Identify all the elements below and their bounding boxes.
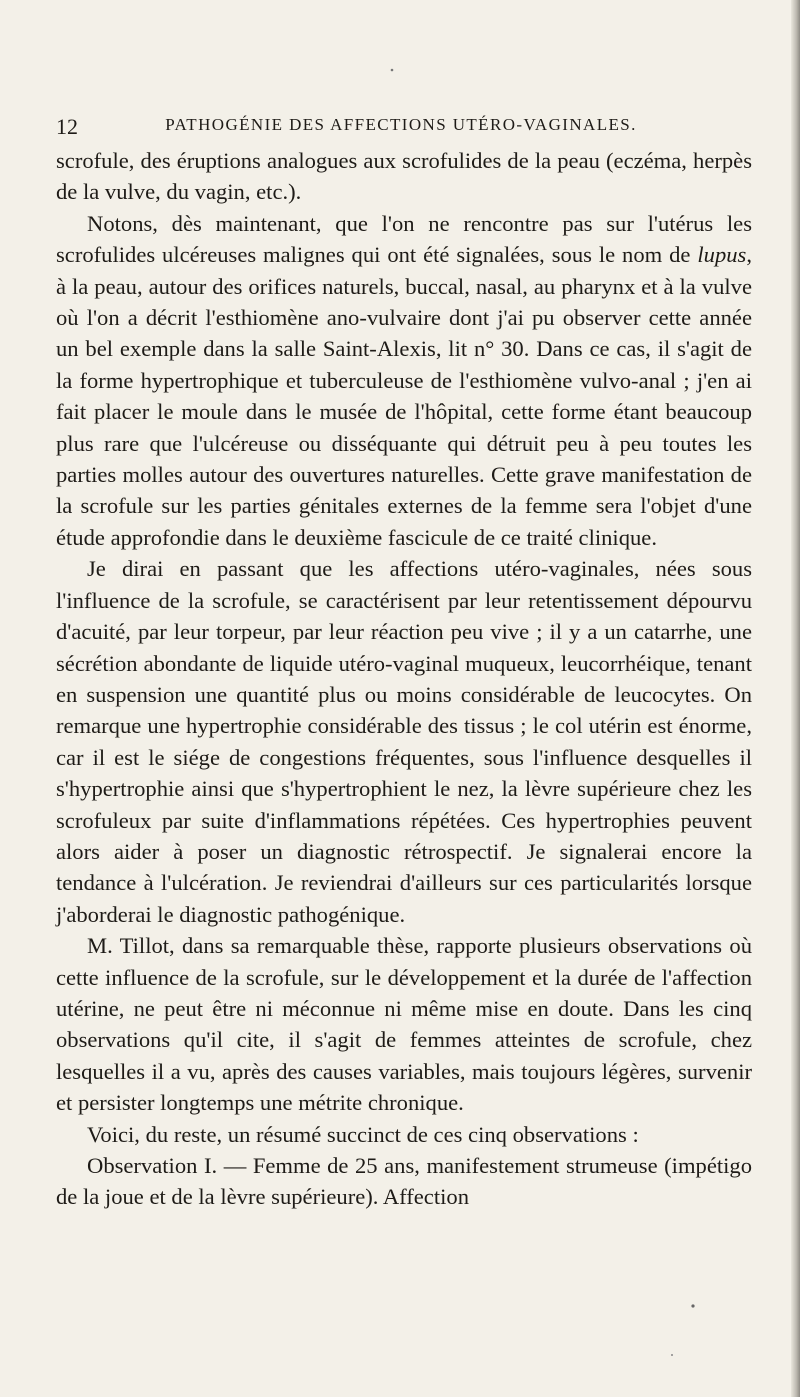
paragraph-observation-1: Observation I. — Femme de 25 ans, manifestement strumeuse (impétigo de la joue et de la lèvre supérieure). Affection	[56, 1153, 752, 1210]
lupus-term: lupus	[697, 242, 747, 268]
paragraph-lupus-text-before: Notons, dès maintenant, que l'on ne rencontre pas sur l'utérus les scrofulides ulcéreuses malignes qui ont été signalées, sous le nom de	[56, 210, 752, 268]
paragraph-summary-intro: Voici, du reste, un résumé succinct de ces cinq observations :	[87, 1121, 639, 1147]
paragraph-continuation: scrofule, des éruptions analogues aux scrofulides de la peau (eczéma, herpès de la vulve, du vagin, etc.).	[56, 148, 752, 205]
paragraph-tillot: M. Tillot, dans sa remarquable thèse, rapporte plusieurs observations où cette influence de la scrofule, sur le développement et la durée de l'affection utérine, ne peut être ni méconnue ni même mise en doute. Dans les cinq observations qu'il cite, il s'agit de femmes atteintes de scrofule, chez lesquelles il a vu, après des causes variables, mais toujours légères, survenir et persister longtemps une métrite chronique.	[56, 933, 752, 1116]
page-edge	[791, 0, 800, 1397]
paragraph-affections: Je dirai en passant que les affections utéro-vaginales, nées sous l'influence de la scrofule, se caractérisent par leur retentissement dépourvu d'acuité, par leur torpeur, par leur réaction peu vive ; il y a un catarrhe, une sécrétion abondante de liquide utéro-vaginal muqueux, leucorrhéique, tenant en suspension une quantité plus ou moins considérable de leucocytes. On remarque une hypertrophie considérable des tissus ; le col utérin est énorme, car il est le siége de congestions fréquentes, sous l'influence desquelles il s'hypertrophie ainsi que s'hypertrophient le nez, la lèvre supérieure chez les scrofuleux par suite d'inflammations répétées. Ces hypertrophies peuvent alors aider à poser un diagnostic rétrospectif. Je signalerai encore la tendance à l'ulcération. Je reviendrai d'ailleurs sur ces particularités lorsque j'aborderai le diagnostic pathogénique.	[56, 556, 752, 927]
running-title: PATHOGÉNIE DES AFFECTIONS UTÉRO-VAGINALES.	[165, 115, 637, 134]
paragraph-lupus-text-after: , à la peau, autour des orifices naturels, buccal, nasal, au pharynx et à la vulve où l'on a décrit l'esthiomène ano-vulvaire dont j'ai pu observer cette année un bel exemple dans la salle Saint-Alexis, lit n° 30. Dans ce cas, il s'agit de la forme hypertrophique et tuberculeuse de l'esthiomène vulvo-anal ; j'en ai fait placer le moule dans le musée de l'hôpital, cette forme étant beaucoup plus rare que l'ulcéreuse ou disséquante qui détruit peu à peu toutes les parties molles autour des ouvertures naturelles. Cette grave manifestation de la scrofule sur les parties génitales externes de la femme sera l'objet d'une étude approfondie dans le deuxième fascicule de ce traité clinique.	[56, 242, 752, 550]
page-number: 12	[56, 114, 78, 139]
